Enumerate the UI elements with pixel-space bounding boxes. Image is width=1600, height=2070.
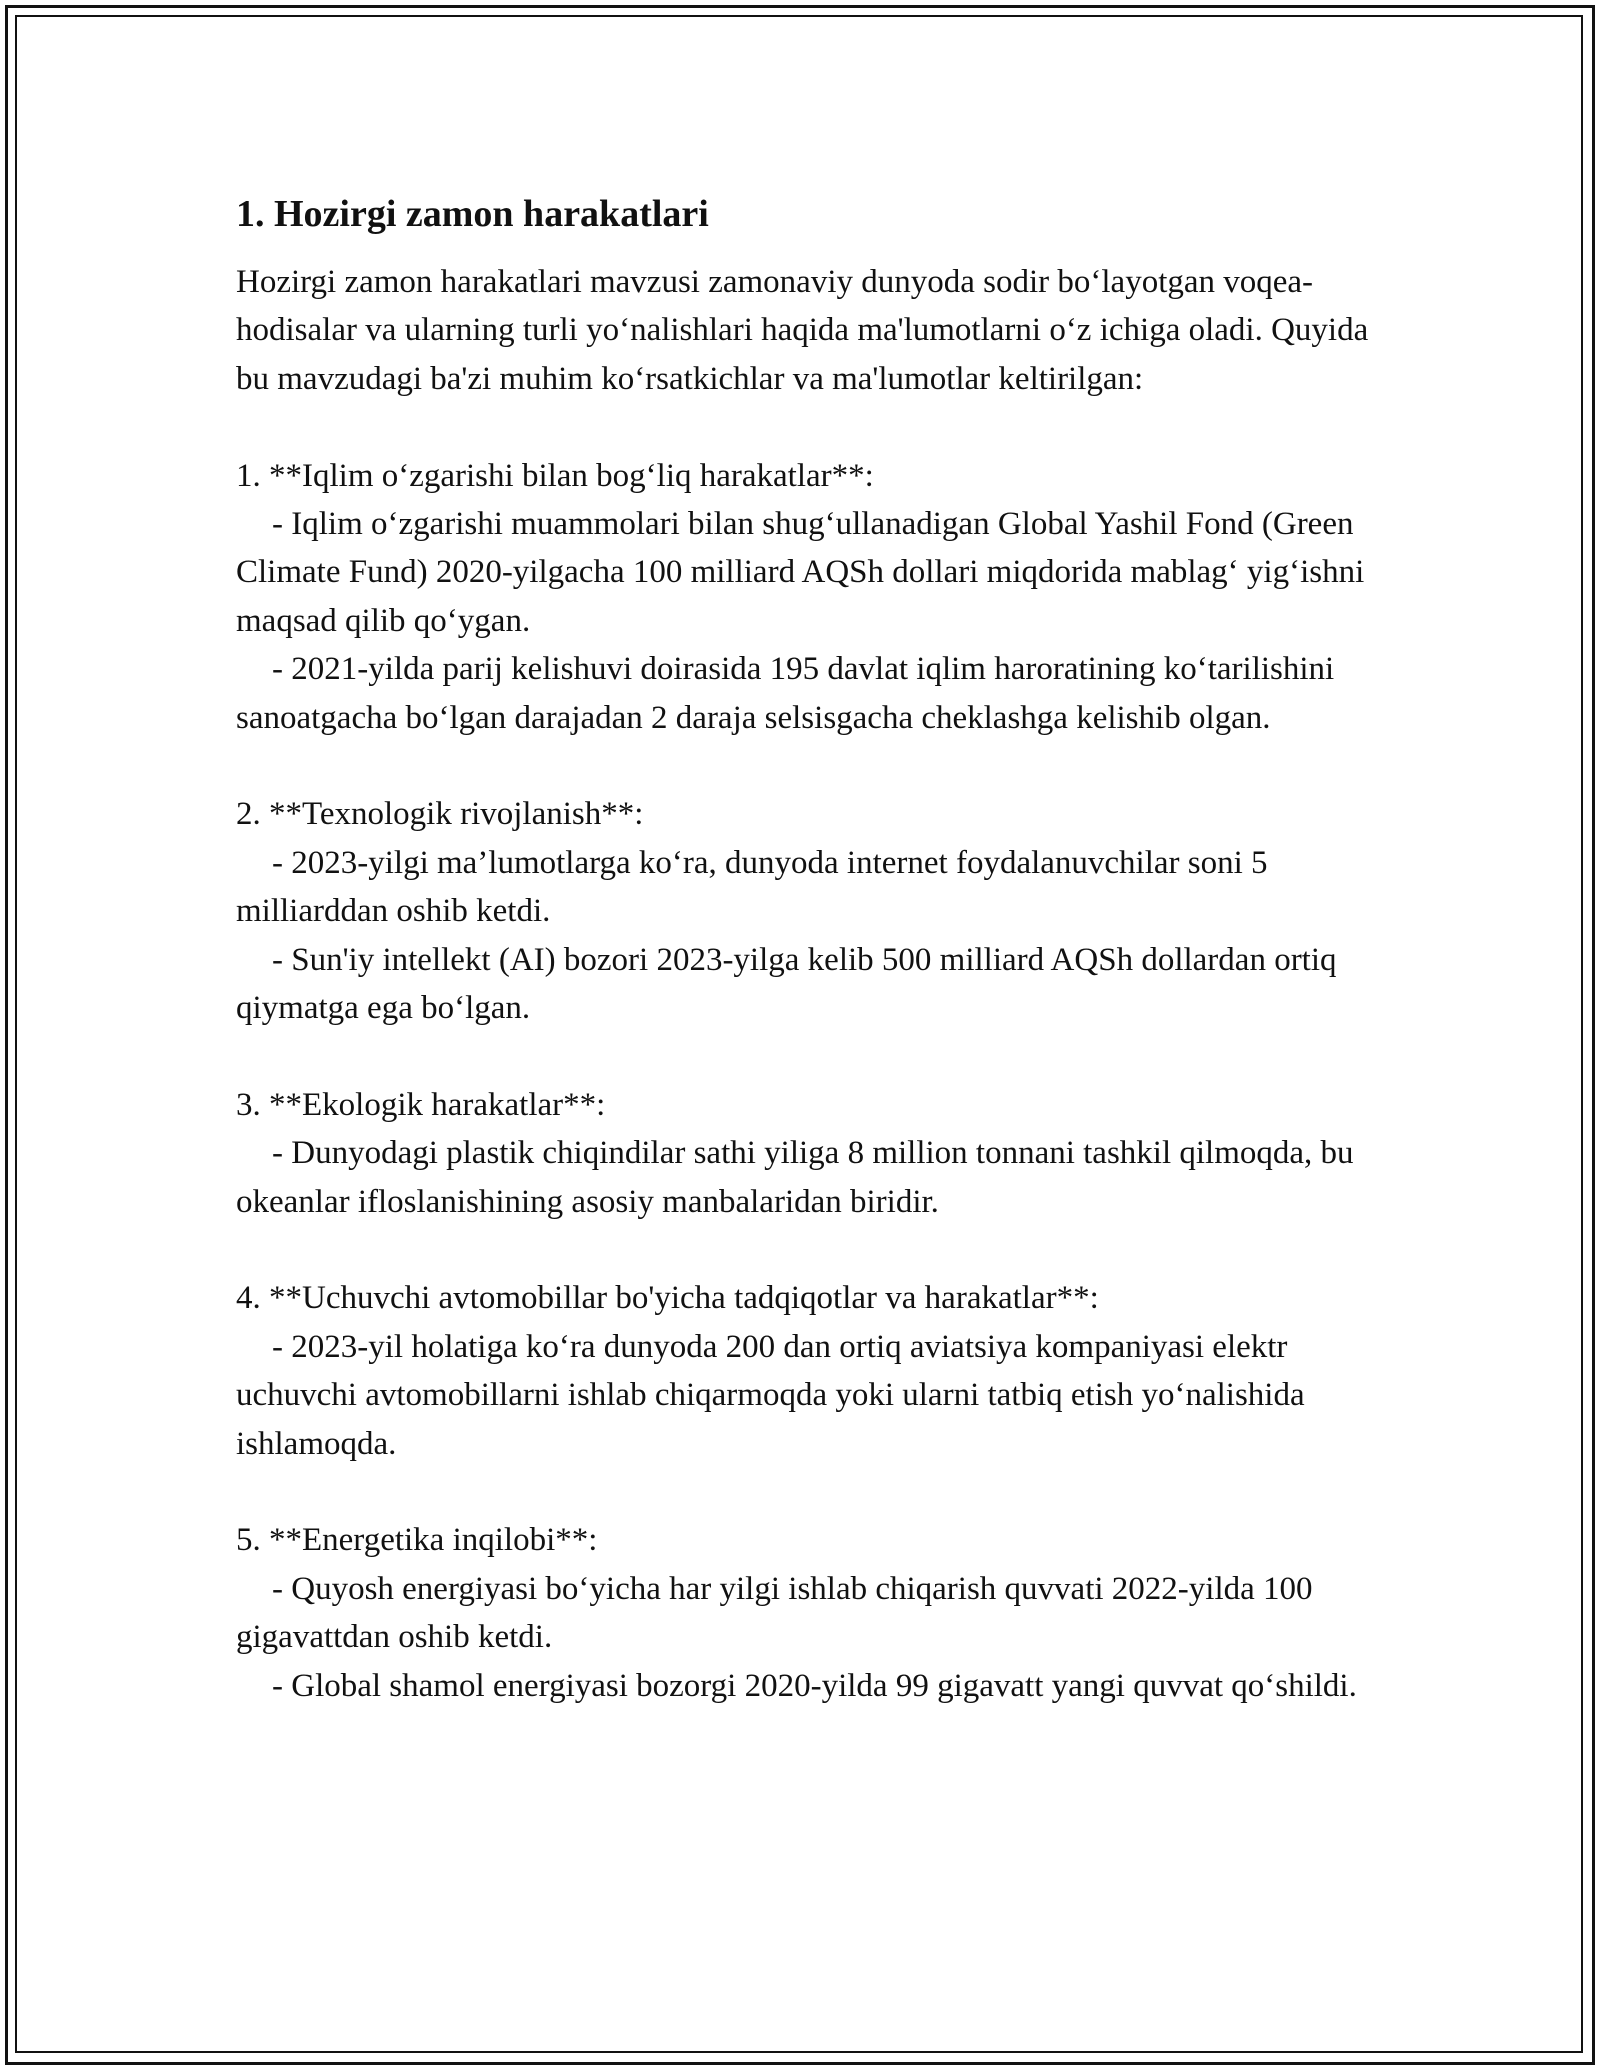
section-heading: 3. **Ekologik harakatlar**: [236,1086,606,1123]
section-heading: 1. **Iqlim o‘zgarishi bilan bog‘liq harakatlar**: [236,457,874,494]
section-5 [236,1516,1386,1710]
section-heading: 5. **Energetika inqilobi**: [236,1522,598,1559]
section-heading: 4. **Uchuvchi avtomobillar bo'yicha tadqiqotlar va harakatlar**: [236,1280,1099,1317]
section-heading: 2. **Texnologik rivojlanish**: [236,796,644,833]
document-page [236,188,1386,1710]
section-item: - Global shamol energiyasi bozorgi 2020-yilda 99 gigavatt yangi quvvat qo‘shildi. [272,1667,1357,1704]
section-item: - 2023-yilgi ma’lumotlarga ko‘ra, dunyoda internet foydalanuvchilar soni 5 milliarddan oshib ketdi. [236,844,1276,930]
spacer [236,1032,1386,1080]
section-4 [236,1274,1386,1468]
section-2 [236,790,1386,1032]
section-item: - Sun'iy intellekt (AI) bozori 2023-yilga kelib 500 milliard AQSh dollardan ortiq qiymatga ega bo‘lgan. [236,941,1345,1027]
section-item: - 2021-yilda parij kelishuvi doirasida 195 davlat iqlim haroratining ko‘tarilishini sanoatgacha bo‘lgan darajadan 2 daraja selsisgacha cheklashga kelishib olgan. [236,651,1343,736]
spacer [236,742,1386,790]
section-item: - 2023-yil holatiga ko‘ra dunyoda 200 dan ortiq aviatsiya kompaniyasi elektr uchuvchi avtomobillarni ishlab chiqarmoqda yoki ularni tatbiq etish yo‘nalishida ishlamoqda. [236,1328,1313,1462]
section-item: - Quyosh energiyasi bo‘yicha har yilgi ishlab chiqarish quvvati 2022-yilda 100 gigavattdan oshib ketdi. [236,1570,1321,1656]
spacer [236,403,1386,451]
section-item: - Dunyodagi plastik chiqindilar sathi yiliga 8 million tonnani tashkil qilmoqda, bu okeanlar ifloslanishining asosiy manbalaridan biridir. [236,1135,1362,1220]
section-3 [236,1081,1386,1226]
document-title: 1. Hozirgi zamon harakatlari [236,193,709,235]
section-item: - Iqlim o‘zgarishi muammolari bilan shug‘ullanadigan Global Yashil Fond (Green Climate Fund) 2020-yilgacha 100 milliard AQSh dollari miqdorida mablag‘ yig‘ishni maqsad qilib qo‘ygan. [236,506,1373,639]
intro-paragraph: Hozirgi zamon harakatlari mavzusi zamonaviy dunyoda sodir bo‘layotgan voqea-hodisalar va ularning turli yo‘nalishlari haqida ma'lumotlarni o‘z ichiga oladi. Quyida bu mavzudagi ba'zi muhim ko‘rsatkichlar va ma'lumotlar keltirilgan: [236,264,1377,397]
spacer [236,1468,1386,1516]
section-1 [236,452,1386,742]
spacer [236,1226,1386,1274]
